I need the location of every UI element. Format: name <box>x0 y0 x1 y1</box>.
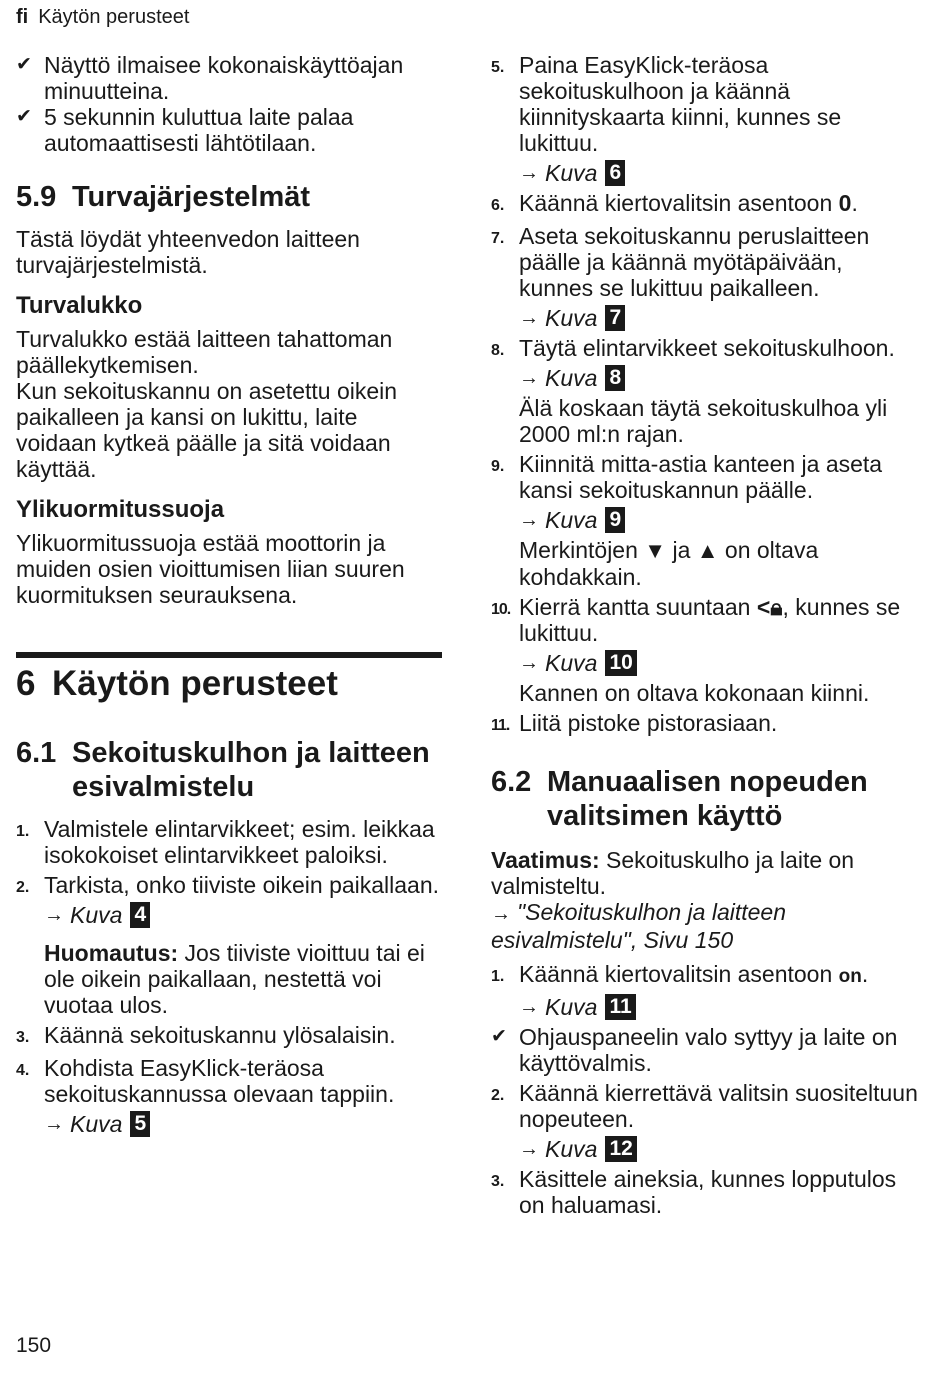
figure-reference: → Kuva 7 <box>519 305 923 331</box>
figure-badge: 11 <box>605 994 635 1020</box>
step-item: 7. Aseta sekoituskannu peruslaitteen päälle ja käännä myötäpäivään, kunnes se lukittuu paikalleen. → Kuva 7 <box>491 223 923 331</box>
section-heading-6-2: 6.2 Manuaalisen nopeuden valitsimen käyttö <box>491 766 868 832</box>
arrow-right-icon: → <box>519 367 539 389</box>
paragraph: Kun sekoituskannu on asetettu oikein paikalleen ja kansi on lukittu, laite voidaan kytkeä päälle ja sitä voidaan käyttää. <box>16 378 398 482</box>
figure-badge: 8 <box>605 365 625 391</box>
figure-reference: → Kuva 8 <box>519 365 923 391</box>
step-item: 1. Valmistele elintarvikkeet; esim. leikkaa isokokoiset elintarvikkeet paloiksi. <box>16 816 435 868</box>
language-code: fi <box>16 6 29 28</box>
figure-badge: 5 <box>130 1111 150 1137</box>
step-note: Merkintöjen ▼ ja ▲ on oltava kohdakkain. <box>519 537 819 590</box>
step-item: 10. Kierrä kantta suuntaan <🔒︎, kunnes se lukittuu. → Kuva 10 Kannen on oltava kokonaan kiinni. <box>491 594 923 706</box>
figure-reference: → Kuva 10 <box>519 650 923 676</box>
chapter-rule <box>16 652 442 658</box>
page-number: 150 <box>16 1334 52 1357</box>
figure-reference: → Kuva 4 <box>44 902 442 928</box>
step-item: 3. Käsittele aineksia, kunnes lopputulos on haluamasi. <box>491 1166 897 1218</box>
arrow-right-icon: → <box>44 1113 64 1135</box>
checkmark-icon: ✔ <box>16 106 32 127</box>
subheading-ylikuormitussuoja: Ylikuormitussuoja <box>16 496 225 523</box>
arrow-right-icon: → <box>519 652 539 674</box>
dial-position-on: on <box>838 966 862 987</box>
subheading-turvalukko: Turvalukko <box>16 292 143 319</box>
arrow-right-icon: → <box>491 903 511 925</box>
figure-badge: 10 <box>605 650 636 676</box>
figure-reference: → Kuva 6 <box>519 160 923 186</box>
step-item: 4. Kohdista EasyKlick-teräosa sekoituskannussa olevaan tappiin. → Kuva 5 <box>16 1055 442 1137</box>
step-item: 2. Käännä kierrettävä valitsin suositeltuun nopeuteen. → Kuva 12 <box>491 1080 923 1162</box>
chapter-heading-6: 6 Käytön perusteet <box>16 664 338 703</box>
right-column <box>491 52 923 1218</box>
figure-reference: → Kuva 9 <box>519 507 923 533</box>
result-item: ✔ Ohjauspaneelin valo syttyy ja laite on käyttövalmis. <box>491 1024 898 1076</box>
figure-badge: 7 <box>605 305 625 331</box>
triangle-down-icon: ▼ <box>644 538 667 563</box>
figure-reference: → Kuva 11 <box>519 994 923 1020</box>
step-item: 5. Paina EasyKlick-teräosa sekoituskulhoon ja käännä kiinnityskaarta kiinni, kunnes se lukittuu. → Kuva 6 <box>491 52 923 186</box>
checkmark-icon: ✔ <box>16 54 32 75</box>
triangle-up-icon: ▲ <box>696 538 719 563</box>
figure-reference: → Kuva 5 <box>44 1111 442 1137</box>
step-item: 1. Käännä kiertovalitsin asentoon on. → Kuva 11 <box>491 961 923 1020</box>
figure-reference: → Kuva 12 <box>519 1136 923 1162</box>
figure-badge: 6 <box>605 160 625 186</box>
step-item: 9. Kiinnitä mitta-astia kanteen ja aseta kansi sekoituskannun päälle. → Kuva 9 Merkintöjen ▼ ja ▲ on oltava kohdakkain. <box>491 451 923 590</box>
paragraph: Turvalukko estää laitteen tahattoman päällekytkemisen. <box>16 326 393 378</box>
step-note: Älä koskaan täytä sekoituskulhoa yli 2000 ml:n rajan. <box>519 395 888 447</box>
requirement-paragraph: Vaatimus: Sekoituskulho ja laite on valmisteltu. <box>491 847 855 899</box>
section-heading-5-9: 5.9 Turvajärjestelmät <box>16 181 311 213</box>
intro-paragraph: Tästä löydät yhteenvedon laitteen turvajärjestelmistä. <box>16 226 360 278</box>
step-item: 8. Täytä elintarvikkeet sekoituskulhoon. → Kuva 8 Älä koskaan täytä sekoituskulhoa yli 2000 ml:n rajan. <box>491 335 923 447</box>
note-paragraph: Huomautus: Jos tiiviste vioittuu tai ei ole oikein paikallaan, nestettä voi vuotaa ulos. <box>44 940 425 1018</box>
result-item: ✔ 5 sekunnin kuluttua laite palaa automaattisesti lähtötilaan. <box>16 104 354 156</box>
running-title: Käytön perusteet <box>38 6 190 28</box>
section-heading-6-1: 6.1 Sekoituskulhon ja laitteen esivalmistelu <box>16 737 430 803</box>
step-item: 2. Tarkista, onko tiiviste oikein paikallaan. → Kuva 4 Huomautus: Jos tiiviste vioittuu tai ei ole oikein paikallaan, nestettä voi vuotaa ulos. <box>16 872 442 1018</box>
arrow-right-icon: → <box>519 1138 539 1160</box>
figure-badge: 4 <box>130 902 150 928</box>
step-note: Kannen on oltava kokonaan kiinni. <box>519 680 870 706</box>
arrow-right-icon: → <box>44 904 64 926</box>
arrow-right-icon: → <box>519 509 539 531</box>
checkmark-icon: ✔ <box>491 1026 507 1047</box>
dial-position-0: 0 <box>838 190 852 216</box>
paragraph: Ylikuormitussuoja estää moottorin ja muiden osien vioittumisen liian suuren kuormituksen seurauksena. <box>16 530 405 608</box>
figure-badge: 9 <box>605 507 625 533</box>
arrow-right-icon: → <box>519 162 539 184</box>
arrow-right-icon: → <box>519 307 539 329</box>
step-item: 3. Käännä sekoituskannu ylösalaisin. <box>16 1022 396 1048</box>
step-item: 11. Liitä pistoke pistorasiaan. <box>491 710 778 736</box>
left-column <box>16 52 442 1137</box>
cross-reference: → "Sekoituskulhon ja laitteen esivalmistelu", Sivu 150 <box>491 899 787 953</box>
step-item: 6. Käännä kiertovalitsin asentoon 0. <box>491 190 858 216</box>
page-header <box>16 6 189 29</box>
lock-direction-icon: <🔒︎ <box>756 594 783 620</box>
arrow-right-icon: → <box>519 996 539 1018</box>
figure-badge: 12 <box>605 1136 636 1162</box>
result-item: ✔ Näyttö ilmaisee kokonaiskäyttöajan minuutteina. <box>16 52 404 104</box>
